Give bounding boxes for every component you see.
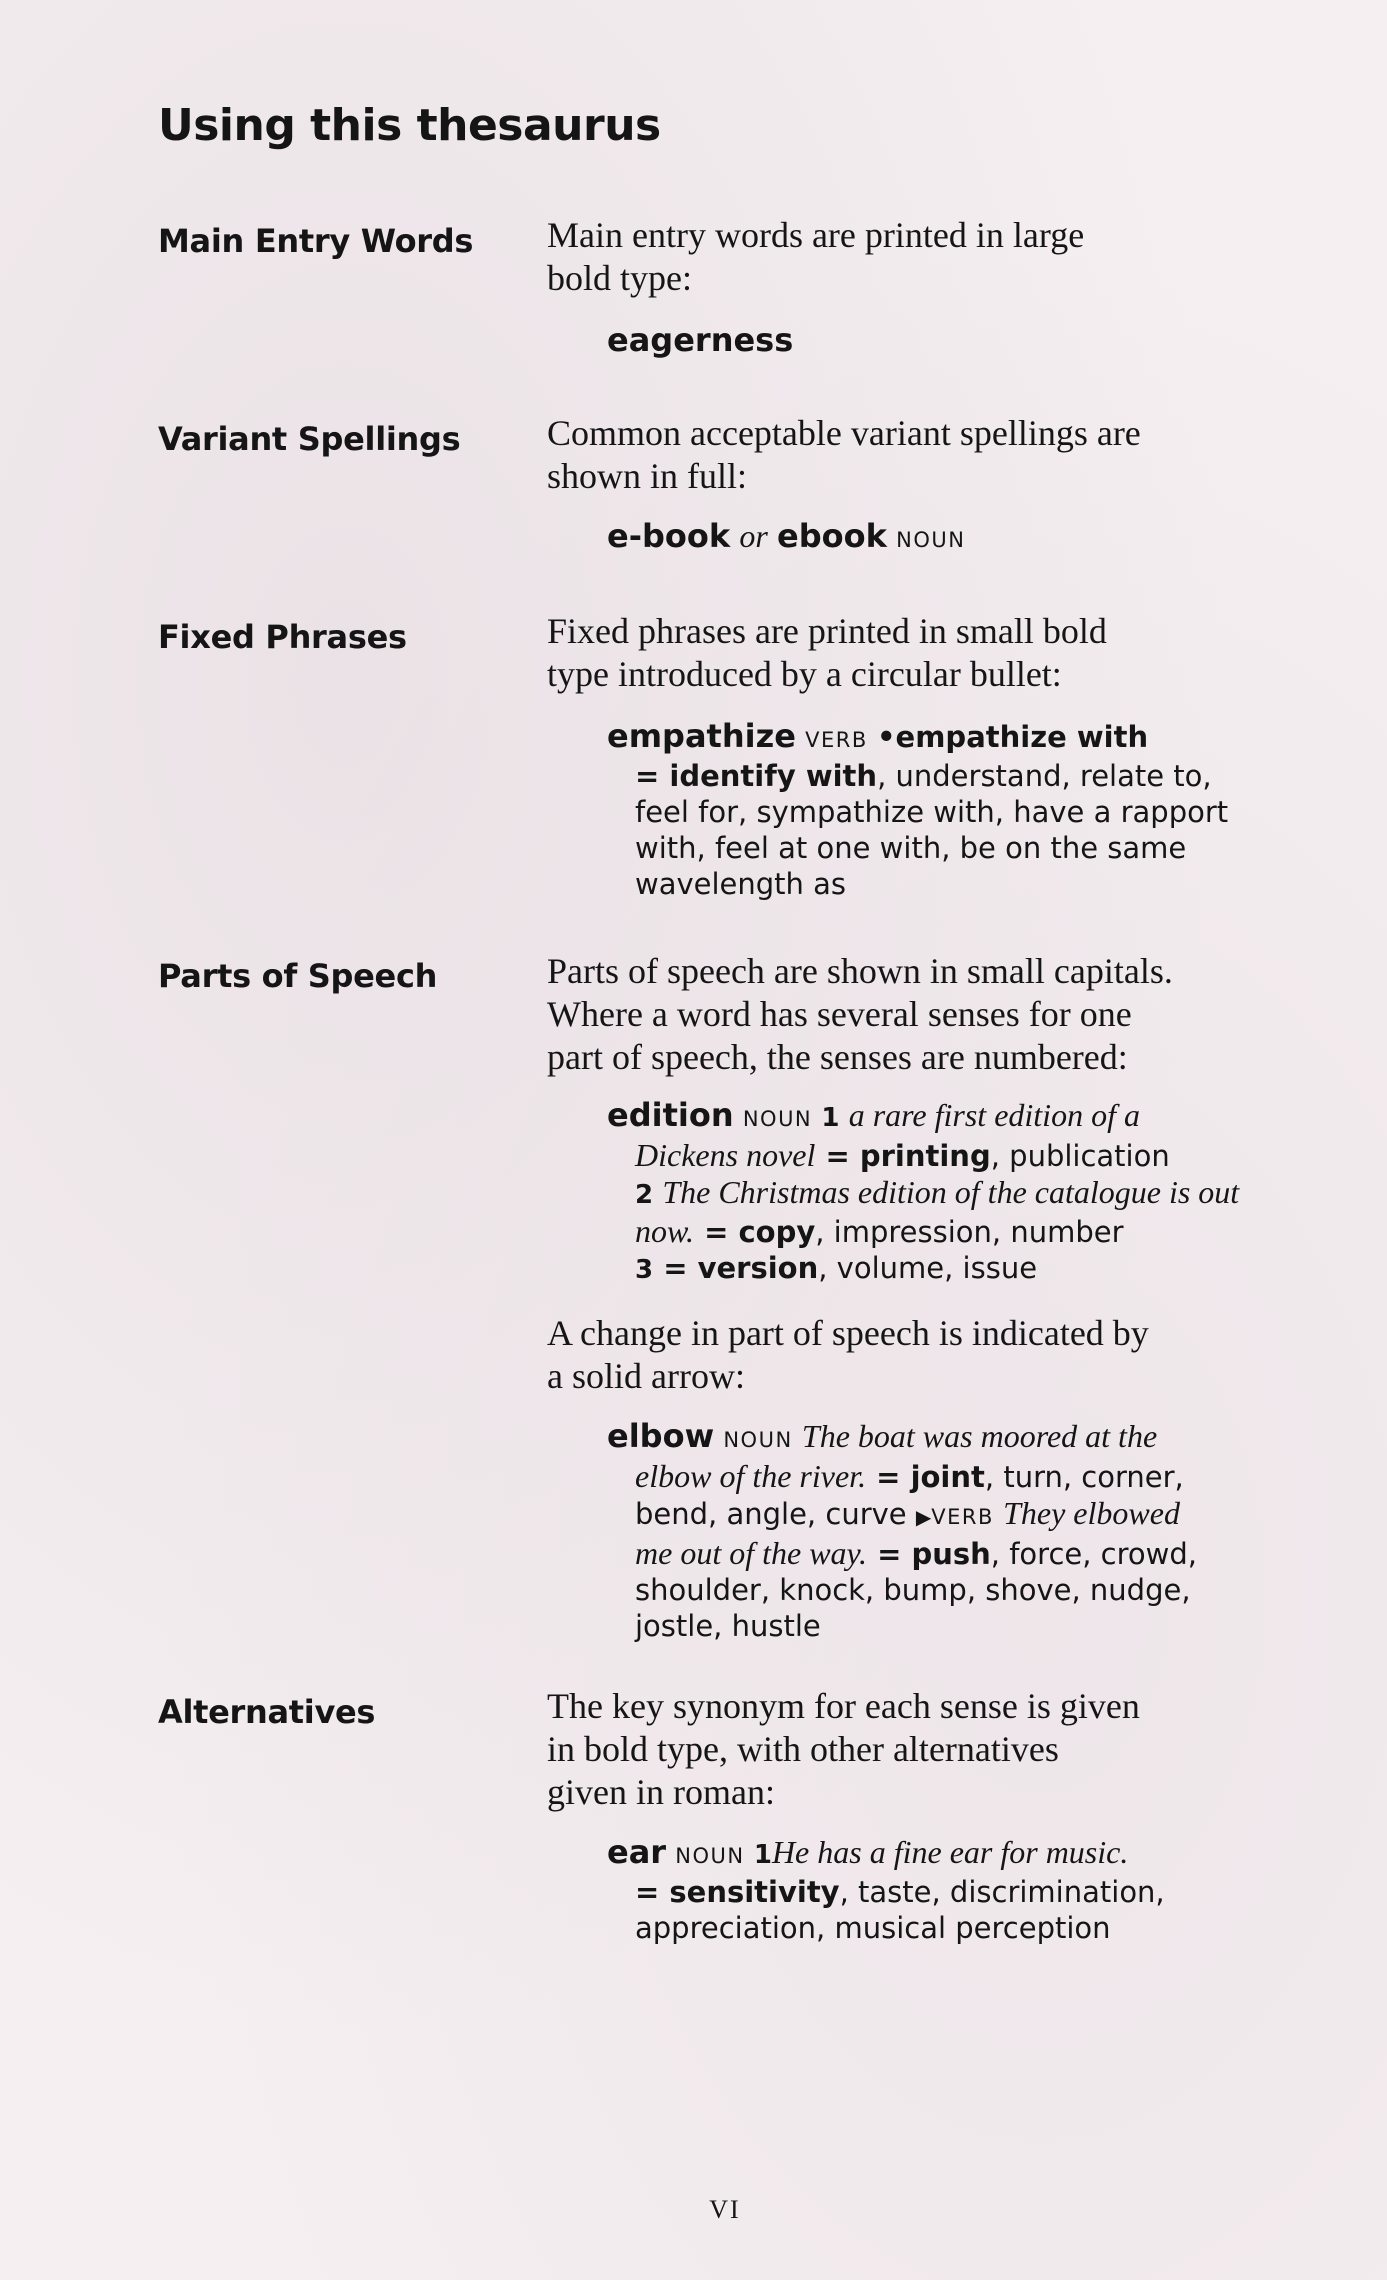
- example-change-of-speech: elbow NOUN The boat was moored at the elbow of the river. = joint, turn, corner, bend, angle, curve ▶VERB They elbowed me out of the way. = push, force, crowd, shoulder, knock, bump, shove, nudge, jostle, hustle: [607, 1417, 1197, 1643]
- phrase-bullet: •: [877, 720, 896, 754]
- part-of-speech: NOUN: [675, 1844, 745, 1868]
- arrow-icon: ▶: [915, 1505, 932, 1529]
- sense-number: 1: [753, 1840, 772, 1870]
- part-of-speech: NOUN: [896, 528, 966, 552]
- part-of-speech: VERB: [931, 1505, 994, 1529]
- or-word: or: [739, 518, 768, 554]
- headword: edition: [607, 1096, 734, 1134]
- example-parts-of-speech: edition NOUN 1 a rare first edition of a Dickens novel = printing, publication 2 The Christmas edition of the catalogue is out now. = copy, impression, number 3 = version, volume, issue: [607, 1096, 1240, 1285]
- sense-number: 2: [635, 1180, 654, 1210]
- headword: ear: [607, 1833, 667, 1871]
- desc-fixed-phrases: Fixed phrases are printed in small bold type introduced by a circular bullet:: [547, 611, 1107, 694]
- key-synonym: = push: [866, 1537, 991, 1571]
- heading-alternatives: Alternatives: [158, 1693, 376, 1731]
- heading-variant-spellings: Variant Spellings: [158, 420, 461, 458]
- key-synonym: = copy: [693, 1215, 816, 1249]
- part-of-speech: NOUN: [742, 1107, 813, 1131]
- desc-parts-of-speech: Parts of speech are shown in small capitals. Where a word has several senses for one part of speech, the senses are numbered:: [547, 951, 1173, 1077]
- example-variant: [607, 518, 1257, 558]
- heading-main-entry-words: Main Entry Words: [158, 222, 474, 260]
- part-of-speech: NOUN: [723, 1428, 793, 1452]
- headword: empathize: [607, 717, 796, 755]
- desc-variant-spellings: Common acceptable variant spellings are shown in full:: [547, 413, 1141, 496]
- page-number: VI: [709, 2195, 741, 2224]
- desc-alternatives: The key synonym for each sense is given in bold type, with other alternatives given in roman:: [547, 1686, 1140, 1812]
- example-main-entry: [607, 322, 1257, 359]
- example-alternatives: ear NOUN 1He has a fine ear for music. = sensitivity, taste, discrimination, appreciation, musical perception: [607, 1833, 1165, 1945]
- key-synonym: = sensitivity: [635, 1875, 840, 1909]
- sense-number: 1: [821, 1103, 840, 1133]
- fixed-phrase: empathize with: [895, 720, 1149, 754]
- desc-main-entry-words: Main entry words are printed in large bold type:: [547, 215, 1085, 298]
- sense-number: 3: [635, 1255, 654, 1285]
- key-synonym: = version: [653, 1251, 819, 1285]
- headword: eagerness: [607, 321, 794, 359]
- part-of-speech: VERB: [805, 728, 868, 752]
- example-fixed-phrase: empathize VERB •empathize with = identify with, understand, relate to, feel for, sympathize with, have a rapport with, feel at one with, be on the same wavelength as: [607, 717, 1229, 901]
- key-synonym: = joint: [866, 1460, 985, 1494]
- headword: e-book: [607, 517, 731, 555]
- desc-change-of-speech: A change in part of speech is indicated by a solid arrow:: [547, 1313, 1149, 1396]
- heading-fixed-phrases: Fixed Phrases: [158, 618, 407, 656]
- headword: elbow: [607, 1417, 715, 1455]
- key-synonym: = identify with: [635, 759, 878, 793]
- page-title: Using this thesaurus: [158, 100, 661, 151]
- heading-parts-of-speech: Parts of Speech: [158, 957, 438, 995]
- key-synonym: = printing: [815, 1139, 991, 1173]
- headword-variant: ebook: [777, 517, 887, 555]
